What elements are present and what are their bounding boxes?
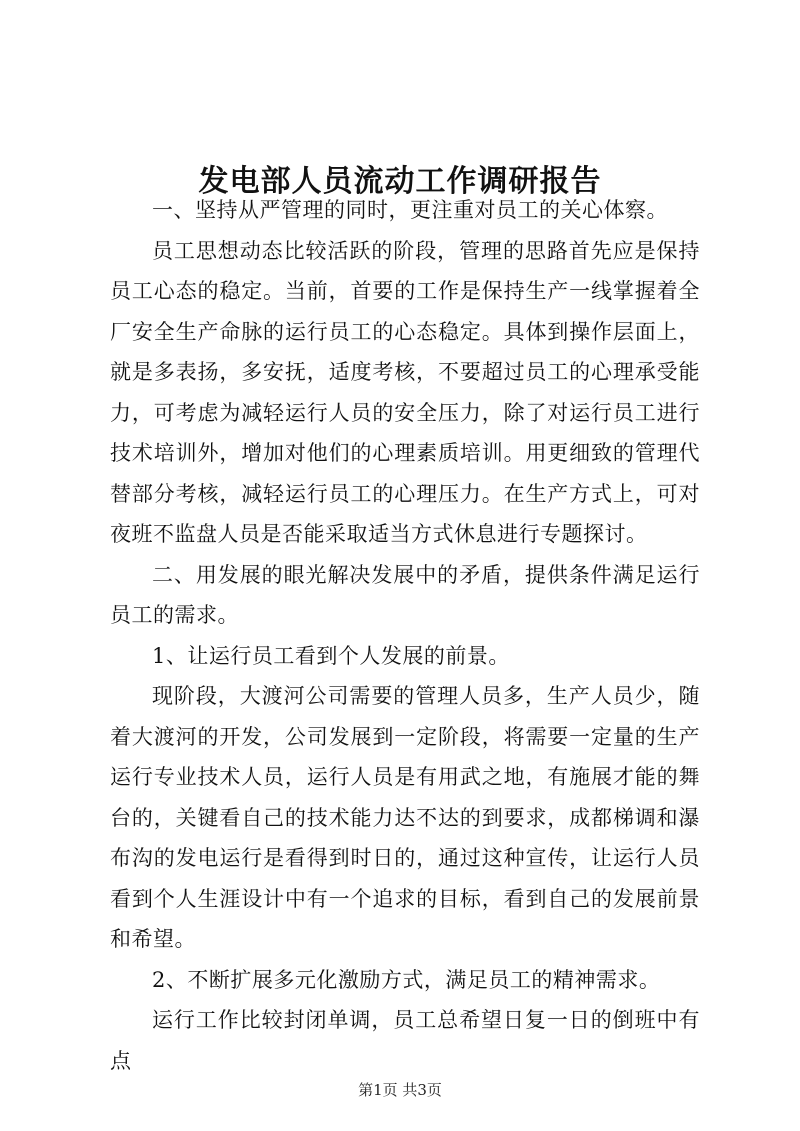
document-body: [110, 190, 700, 1081]
section-heading-2: 二、用发展的眼光解决发展中的矛盾，提供条件满足运行员工的需求。: [110, 562, 700, 627]
paragraph: 运行工作比较封闭单调，员工总希望日复一日的倒班中有点: [110, 1008, 700, 1073]
section-heading-1: 一、坚持从严管理的同时，更注重对员工的关心体察。: [152, 198, 668, 222]
paragraph: 现阶段，大渡河公司需要的管理人员多，生产人员少，随着大渡河的开发，公司发展到一定阶段，将需要一定量的生产运行专业技术人员，运行人员是有用武之地，有施展才能的舞台的，关键看自己的技术能力达不达的到要求，成都梯调和瀑布沟的发电运行是看得到时日的，通过这种宣传，让运行人员看到个人生涯设计中有一个追求的目标，看到自己的发展前景和希望。: [110, 684, 700, 951]
page-footer: 第1页 共3页: [358, 1081, 442, 1099]
document-title: 发电部人员流动工作调研报告: [198, 164, 602, 200]
subsection-heading-2: 2、不断扩展多元化激励方式，满足员工的精神需求。: [152, 967, 661, 992]
paragraph: 员工思想动态比较活跃的阶段，管理的思路首先应是保持员工心态的稳定。当前，首要的工作是保持生产一线掌握着全厂安全生产命脉的运行员工的心态稳定。具体到操作层面上，就是多表扬，多安抚，适度考核，不要超过员工的心理承受能力，可考虑为减轻运行人员的安全压力，除了对运行员工进行技术培训外，增加对他们的心理素质培训。用更细致的管理代替部分考核，减轻运行员工的心理压力。在生产方式上，可对夜班不监盘人员是否能采取适当方式休息进行专题探讨。: [110, 238, 700, 546]
subsection-heading-1: 1、让运行员工看到个人发展的前景。: [152, 643, 510, 668]
